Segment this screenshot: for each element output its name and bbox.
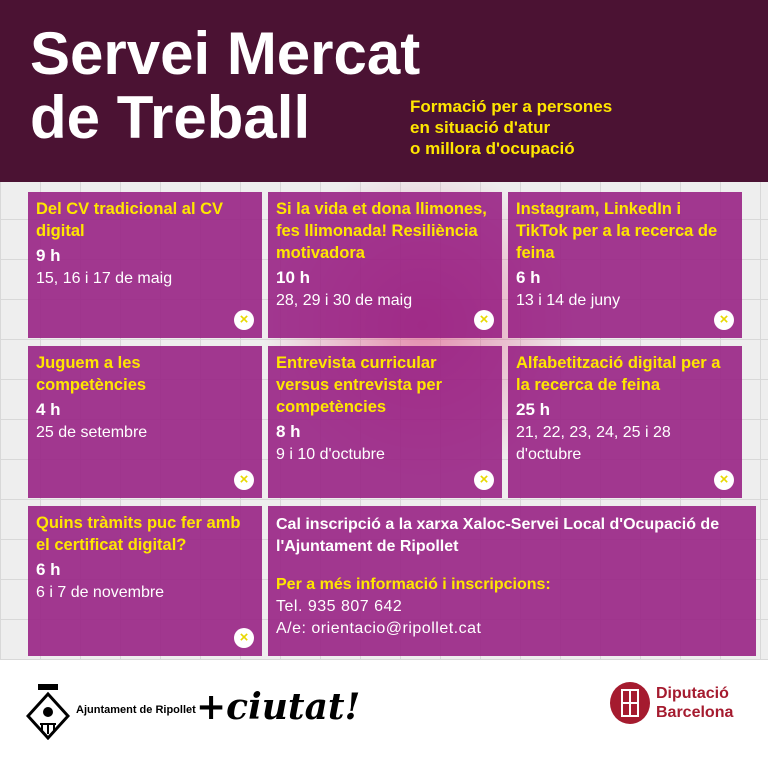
course-dates: 21, 22, 23, 24, 25 i 28 d'octubre [516,424,671,463]
course-dates: 25 de setembre [36,424,148,441]
course-card [28,506,262,656]
course-title: Del CV tradicional al CV digital [36,200,224,240]
info-panel [268,506,756,656]
ajuntament-label: Ajuntament de Ripollet [76,704,196,716]
course-dates: 13 i 14 de juny [516,292,621,309]
page-title: Servei Mercat de Treball [30,20,421,151]
course-dates: 15, 16 i 17 de maig [36,270,173,287]
course-card [268,192,502,338]
ripollet-crest-icon [26,682,70,740]
course-hours: 6 h [36,560,61,579]
course-hours: 25 h [516,400,551,419]
course-title: Entrevista curricular versus entrevista per competències [276,354,443,416]
course-card [508,192,742,338]
course-title: Si la vida et dona llimones, fes llimonada! Resiliència motivadora [276,200,487,262]
course-hours: 10 h [276,268,311,287]
course-title: Quins tràmits puc fer amb el certificat digital? [36,514,241,554]
course-hours: 4 h [36,400,61,419]
course-dates: 6 i 7 de novembre [36,584,165,601]
course-title: Juguem a les competències [36,354,147,394]
diputacio-logo-icon [610,682,650,724]
more-info-heading: Per a més informació i inscripcions: [276,576,551,593]
close-x-icon: × [714,310,734,330]
course-card [28,346,262,498]
close-x-icon: × [234,628,254,648]
course-title: Instagram, LinkedIn i TikTok per a la recerca de feina [516,200,718,262]
course-card [28,192,262,338]
course-dates: 9 i 10 d'octubre [276,446,385,463]
close-x-icon: × [234,470,254,490]
ciutat-logo: +ciutat! [196,686,361,728]
course-title: Alfabetització digital per a la recerca de feina [516,354,721,394]
close-x-icon: × [474,310,494,330]
course-hours: 9 h [36,246,61,265]
registration-note: Cal inscripció a la xarxa Xaloc-Servei Local d'Ocupació de l'Ajuntament de Ripollet [276,516,720,555]
email[interactable]: A/e: orientacio@ripollet.cat [276,620,482,637]
course-dates: 28, 29 i 30 de maig [276,292,413,309]
close-x-icon: × [714,470,734,490]
close-x-icon: × [234,310,254,330]
diputacio-label: Diputació Barcelona [656,685,734,721]
close-x-icon: × [474,470,494,490]
course-card [268,346,502,498]
course-hours: 6 h [516,268,541,287]
subtitle: Formació per a persones en situació d'atur o millora d'ocupació [410,97,613,158]
course-card [508,346,742,498]
course-hours: 8 h [276,422,301,441]
footer [0,660,768,768]
phone: Tel. 935 807 642 [276,598,403,615]
header [0,0,768,182]
